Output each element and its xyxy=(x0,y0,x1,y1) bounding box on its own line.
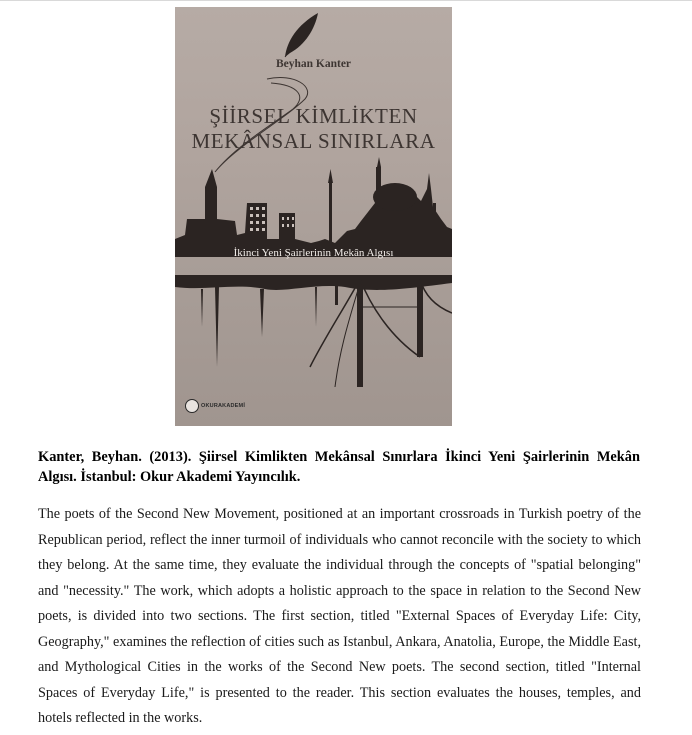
cover-title-line2: MEKÂNSAL SINIRLARA xyxy=(191,129,436,153)
cover-author: Beyhan Kanter xyxy=(275,58,352,70)
publisher-logo-icon xyxy=(185,399,199,413)
city-skyline xyxy=(175,157,452,257)
feather-icon xyxy=(285,13,318,57)
cover-title-line1: ŞİİRSEL KİMLİKTEN xyxy=(209,104,418,128)
publisher-name: OKURAKADEMİ xyxy=(201,403,246,409)
body-paragraph: The poets of the Second New Movement, positioned at an important crossroads in Turkish poetry of the Republican period, reflect the inner turmoil of individuals who cannot reconcile with the society to which they belong. At the same time, they evaluate the individual through the concepts of "spatial belonging" and "necessity." The work, which adopts a holistic approach to the space in relation to the Second New poets, is divided into two sections. The first section, titled "External Spaces of Everyday Life: City, Geography," examines the reflection of cities such as Istanbul, Ankara, Anatolia, Europe, the Middle East, and Mythological Cities in the works of the Second New poets. The second section, titled "Internal Spaces of Everyday Life," is presented to the reader. This section evaluates the houses, temples, and hotels reflected in the works. xyxy=(38,506,641,726)
citation: Kanter, Beyhan. (2013). Şiirsel Kimlikten Mekânsal Sınırlara İkinci Yeni Şairlerinin Mekân Algısı. İstanbul: Okur Akademi Yayıncılık. xyxy=(38,449,640,485)
cover-subtitle: İkinci Yeni Şairlerinin Mekân Algısı xyxy=(233,247,394,259)
bridge-reflection xyxy=(175,275,452,387)
book-cover xyxy=(175,7,452,426)
top-border xyxy=(0,0,692,1)
cover-publisher xyxy=(185,399,245,413)
